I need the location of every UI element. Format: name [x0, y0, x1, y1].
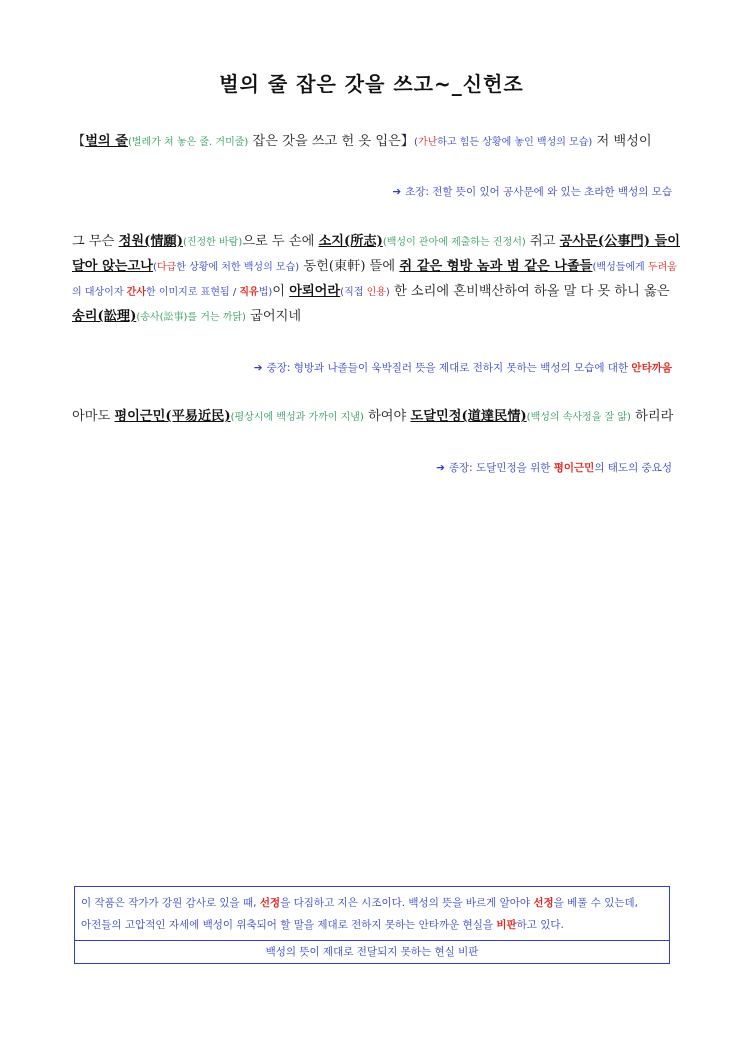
gloss-jeongwon: (진정한 바람) [182, 237, 243, 248]
gloss-pyeongigeunmin: (평상시에 백성과 가까이 지냄) [230, 412, 364, 423]
term-hyeongbang-najol: 쥐 같은 형방 놈과 범 같은 나졸들 [399, 259, 593, 274]
gloss-quote: (직접 인용) [340, 287, 390, 298]
gloss-fear: (백성들에게 두려움 [592, 262, 677, 273]
term-beol-jul: 벌의 줄 [85, 134, 128, 149]
right-arrow-icon: ➔ [253, 362, 263, 374]
verse-text: 저 백성이 [592, 134, 652, 149]
term-songri: 송리(訟理) [72, 309, 137, 324]
page-title: 벌의 줄 잡은 갓을 쓰고~_신헌조 [219, 72, 524, 96]
term-aroeeora: 아뢰어라 [289, 284, 341, 299]
summary-line2: 아전들의 고압적인 자세에 백성이 위축되어 할 말을 제대로 전하지 못하는 안타까운 현실을 비판하고 있다. [81, 919, 564, 931]
summary-body [75, 887, 669, 940]
right-arrow-icon: ➔ [436, 462, 445, 474]
term-soji: 소지(所志) [318, 234, 383, 249]
term-gongsamun: 공사문(公事門) 들이 [559, 234, 680, 249]
term-pyeongigeunmin: 평이근민(平易近民) [114, 409, 231, 424]
stanza-jungjang-line1: 그 무슨 정원(情願)(진정한 바람)으로 두 손에 소지(所志)(백성이 관아에 제출하는 진정서) 쥐고 공사문(公事門) 들이 [72, 234, 680, 249]
gloss-dodalminjeong: (백성의 속사정을 잘 앎) [526, 412, 631, 423]
gloss-urgent: (다급한 상황에 처한 백성의 모습) [153, 262, 300, 273]
note-chojang: ➔ 초장: 전할 뜻이 있어 공사문에 와 있는 초라한 백성의 모습 [392, 186, 672, 198]
summary-line1: 이 작품은 작가가 강원 감사로 있을 때, 선정을 다짐하고 지은 시조이다. 백성의 뜻을 바르게 알아야 선정을 베풀 수 있는데, [81, 897, 638, 909]
stanza-jungjang-line3: 의 대상이자 간사한 이미지로 표현됨 / 직유법)이 아뢰어라(직접 인용) 한 소리에 혼비백산하여 하올 말 다 못 하니 옳은 [72, 284, 670, 299]
term-dodalminjeong: 도달민정(道達民情) [410, 409, 527, 424]
right-arrow-icon: ➔ [392, 186, 402, 198]
note-jungjang: ➔ 중장: 형방과 나졸들이 욱박질러 뜻을 제대로 전하지 못하는 백성의 모습에 대한 안타까움 [253, 362, 672, 374]
bracket-close: 】 [400, 134, 415, 149]
note-jongjang: ➔ 종장: 도달민정을 위한 평이근민의 태도의 중요성 [436, 462, 672, 474]
gloss-simile: 의 대상이자 간사한 이미지로 표현됨 / 직유법) [72, 287, 273, 298]
gloss-beol-jul: (벌레가 쳐 놓은 줄. 거미줄) [128, 137, 249, 148]
gloss-soji: (백성이 관아에 제출하는 진정서) [382, 237, 526, 248]
term-jeongwon: 정원(情願) [118, 234, 183, 249]
term-dara-anneungona: 달아 앉는고나 [72, 259, 154, 274]
gloss-poverty: (가난하고 힘든 상황에 놓인 백성의 모습) [414, 137, 593, 148]
summary-footer: 백성의 뜻이 제대로 전달되지 못하는 현실 비판 [75, 940, 669, 963]
gloss-songri: (송사(訟事)를 거는 까닭) [136, 312, 246, 323]
summary-box [74, 886, 670, 964]
bracket-open: 【 [72, 134, 86, 149]
stanza-jungjang-line2: 달아 앉는고나(다급한 상황에 처한 백성의 모습) 동헌(東軒) 뜰에 쥐 같은 형방 놈과 범 같은 나졸들(백성들에게 두려움 [72, 259, 677, 274]
stanza-chojang [72, 130, 672, 155]
stanza-jongjang: 아마도 평이근민(平易近民)(평상시에 백성과 가까이 지냄) 하여야 도달민정(道達民情)(백성의 속사정을 잘 앎) 하리라 [72, 409, 674, 424]
stanza-jungjang-line4: 송리(訟理)(송사(訟事)를 거는 까닭) 굽어지네 [72, 309, 302, 324]
verse-text: 잡은 갓을 쓰고 헌 옷 입은 [248, 134, 401, 149]
